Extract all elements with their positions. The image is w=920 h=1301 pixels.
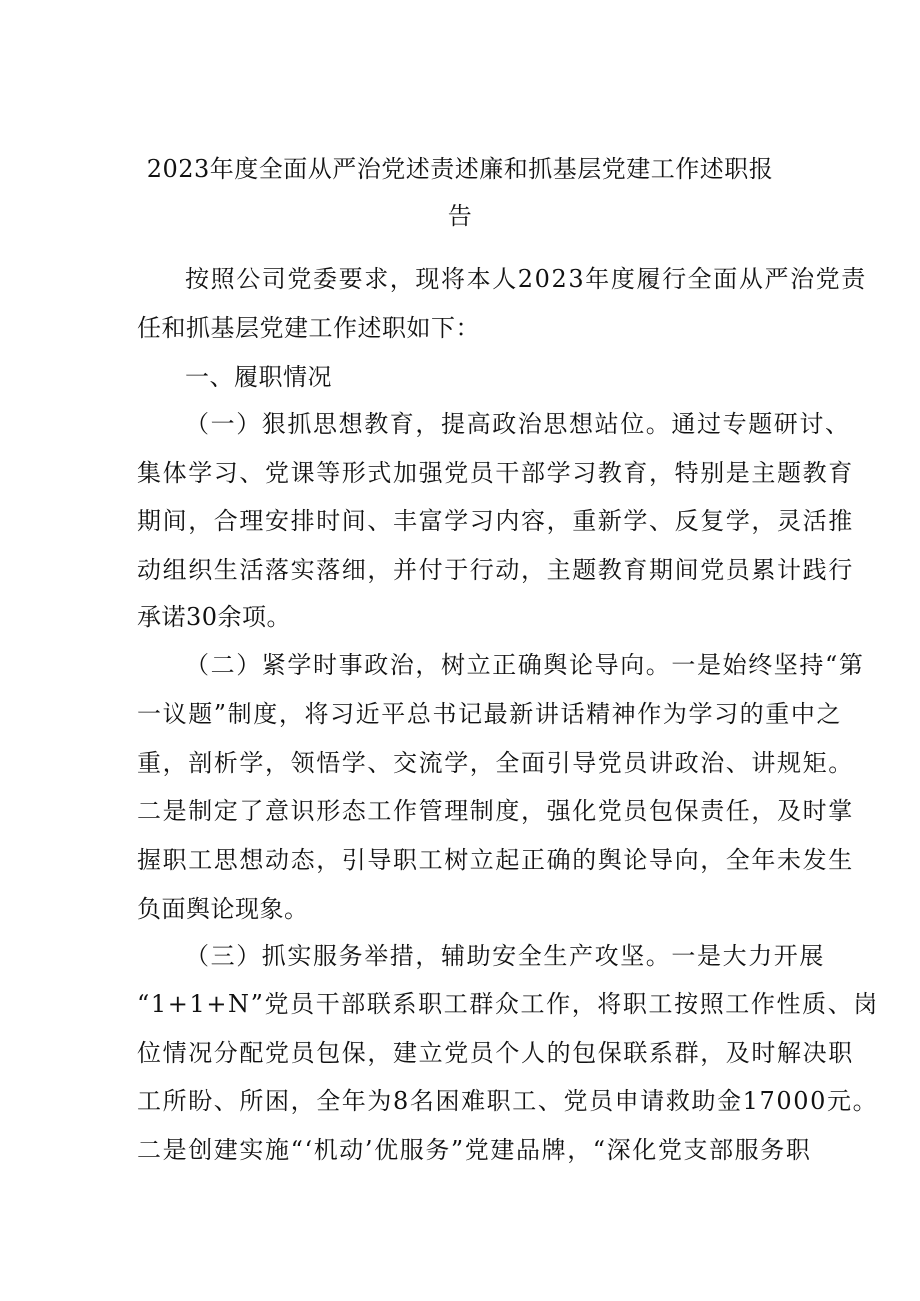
body-line-6: 动组织生活落实落细，并付于行动，主题教育期间党员累计践行 [137,556,854,584]
body-line-2: 任和抓基层党建工作述职如下： [137,314,480,342]
body-line-3: （一）狠抓思想教育，提高政治思想站位。通过专题研讨、 [185,410,851,438]
body-line-16: 位情况分配党员包保，建立党员个人的包保联系群，及时解决职 [137,1039,854,1067]
body-line-14: （三）抓实服务举措，辅助安全生产攻坚。一是大力开展 [185,942,825,970]
body-line-7: 承诺30余项。 [137,603,292,631]
body-line-18: 二是创建实施“‘机动’优服务”党建品牌，“深化党支部服务职 [137,1136,812,1164]
body-line-15: “1+1+N”党员干部联系职工群众工作，将职工按照工作性质、岗 [137,990,879,1018]
section-heading-1: 一、履职情况 [185,363,332,391]
body-line-8: （二）紧学时事政治，树立正确舆论导向。一是始终坚持“第 [185,651,865,679]
body-line-10: 重，剖析学，领悟学、交流学，全面引导党员讲政治、讲规矩。 [137,749,854,777]
body-line-9: 一议题”制度，将习近平总书记最新讲话精神作为学习的重中之 [137,700,843,728]
body-line-1: 按照公司党委要求，现将本人2023年度履行全面从严治党责 [185,265,867,293]
body-line-11: 二是制定了意识形态工作管理制度，强化党员包保责任，及时掌 [137,797,854,825]
body-line-4: 集体学习、党课等形式加强党员干部学习教育，特别是主题教育 [137,459,854,487]
body-line-12: 握职工思想动态，引导职工树立起正确的舆论导向，全年未发生 [137,846,854,874]
body-line-13: 负面舆论现象。 [137,895,309,923]
body-line-17: 工所盼、所困，全年为8名困难职工、党员申请救助金17000元。 [137,1087,879,1115]
body-line-5: 期间，合理安排时间、丰富学习内容，重新学、反复学，灵活推 [137,507,854,535]
document-title-line-1: 2023年度全面从严治党述责述廉和抓基层党建工作述职报 [146,155,774,183]
document-title-line-2: 告 [447,202,473,230]
